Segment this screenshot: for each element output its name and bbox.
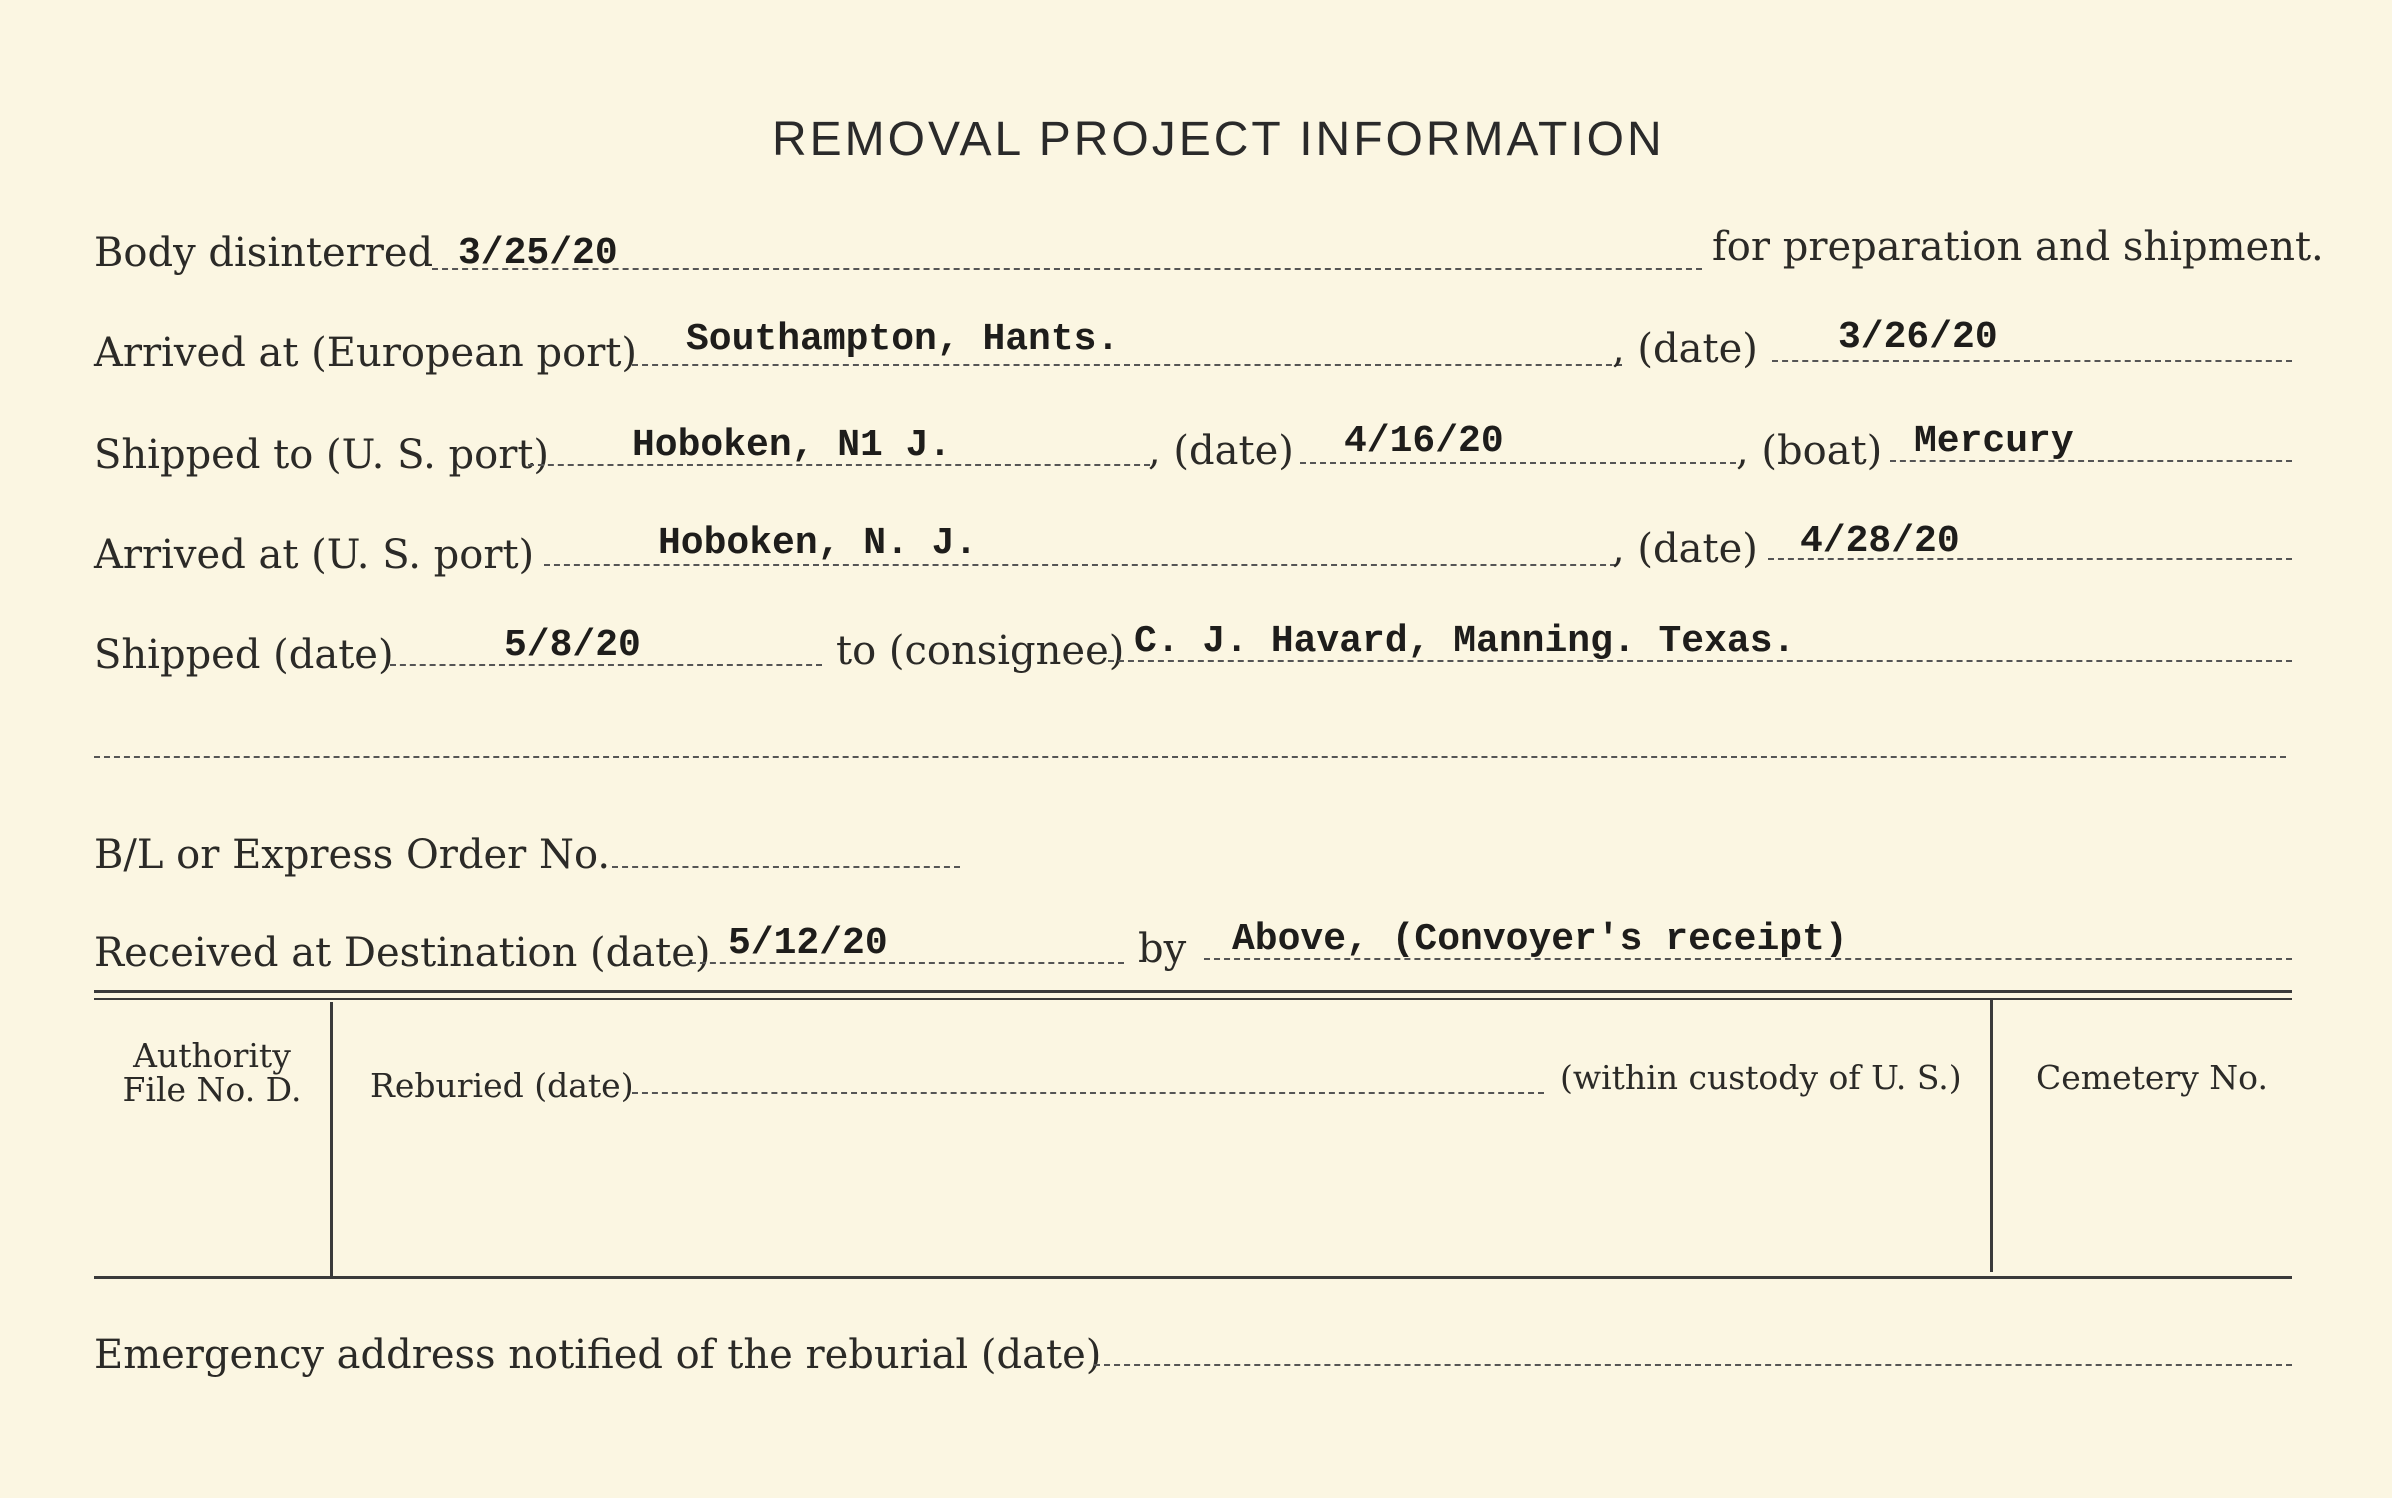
arrived-date-label: , (date) (1612, 526, 1758, 572)
european-date-line (1772, 360, 2292, 362)
table-divider-left (330, 1002, 333, 1278)
emergency-label: Emergency address notified of the reburial (date) (94, 1332, 1102, 1378)
shipped-date-value: 4/16/20 (1344, 420, 1504, 463)
reburied-label: Reburied (date) (370, 1066, 634, 1105)
for-preparation-label: for preparation and shipment. (1712, 224, 2324, 270)
european-port-line (632, 364, 1622, 366)
shipped-to-value: Hoboken, N1 J. (632, 424, 952, 467)
body-disinterred-value: 3/25/20 (458, 232, 618, 275)
within-custody-label: (within custody of U. S.) (1560, 1058, 1962, 1097)
double-rule-top (94, 990, 2292, 993)
body-disinterred-line (432, 268, 1702, 270)
shipped-out-value: 5/8/20 (504, 624, 641, 667)
file-no-label: File No. D. (122, 1070, 302, 1109)
boat-label: , (boat) (1736, 428, 1883, 474)
arrived-us-label: Arrived at (U. S. port) (94, 532, 535, 578)
received-date-value: 5/12/20 (728, 922, 888, 965)
european-date-label: , (date) (1612, 326, 1758, 372)
table-bottom-rule (94, 1276, 2292, 1279)
reburied-line (632, 1092, 1544, 1094)
european-date-value: 3/26/20 (1838, 316, 1998, 359)
arrived-european-label: Arrived at (European port) (94, 330, 638, 376)
european-port-value: Southampton, Hants. (686, 318, 1120, 361)
card-title: REMOVAL PROJECT INFORMATION (772, 113, 1665, 166)
emergency-line (1094, 1364, 2292, 1366)
blank-line (94, 756, 2286, 758)
arrived-date-value: 4/28/20 (1800, 520, 1960, 563)
consignee-label: to (consignee) (836, 628, 1125, 674)
body-disinterred-label: Body disinterred (94, 230, 434, 276)
arrived-us-value: Hoboken, N. J. (658, 522, 978, 565)
shipped-out-label: Shipped (date) (94, 632, 394, 678)
received-label: Received at Destination (date) (94, 930, 711, 976)
table-divider-right (1990, 998, 1993, 1272)
consignee-value: C. J. Havard, Manning. Texas. (1134, 620, 1796, 663)
double-rule-bottom (94, 998, 2292, 1000)
boat-value: Mercury (1914, 420, 2074, 463)
shipped-to-label: Shipped to (U. S. port) (94, 432, 549, 478)
cemetery-no-label: Cemetery No. (2036, 1058, 2268, 1097)
by-label: by (1138, 926, 1187, 972)
bl-order-label: B/L or Express Order No. (94, 832, 611, 878)
shipped-date-label: , (date) (1148, 428, 1294, 474)
authority-label: Authority (133, 1036, 291, 1075)
received-by-value: Above, (Convoyer's receipt) (1232, 918, 1848, 961)
bl-order-line (612, 866, 960, 868)
